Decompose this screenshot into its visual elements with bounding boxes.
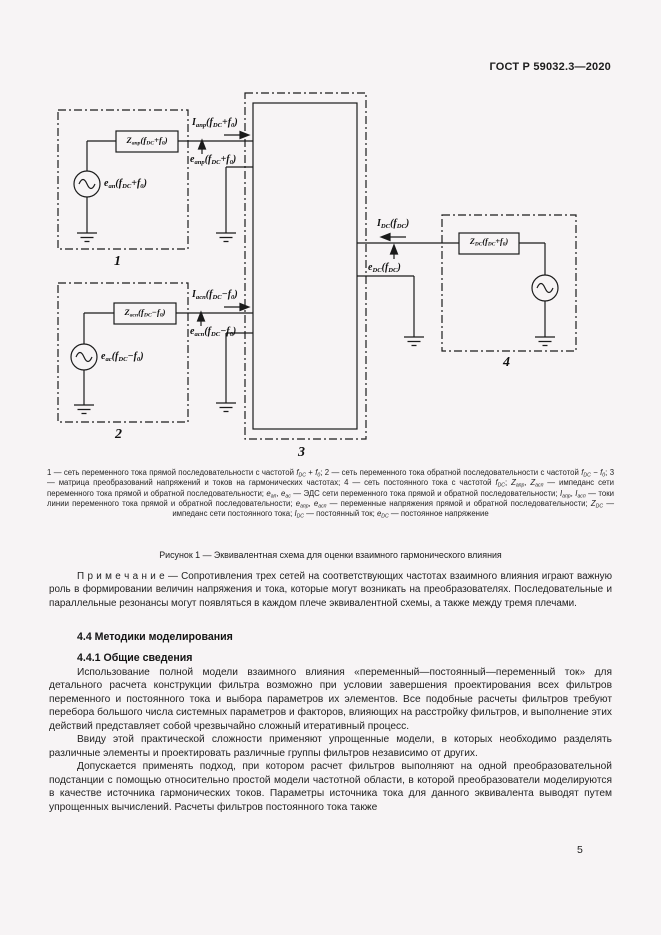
body-text (49, 666, 612, 814)
wire (226, 333, 253, 403)
current-arrow-icon (381, 234, 406, 241)
figure-legend: 1 — сеть переменного тока прямой последовательности с частотой $f_{DC} + f_0$; 2 — сеть переменного тока обратной последовательности с частотой $f_{DC} - f_0$; 3 — матрица преобразований напряжений и токов на гармонических частотах; 4 — сеть постоянного тока с частотой $f_{DC}$; $Z_{апр}$, $Z_{асп}$ — импеданс сети переменного тока прямой и обратной последовательности; $e_{ап}$, $e_{ас}$ — ЭДС сети переменного тока прямой и обратной последовательности; $I_{апр}$, $I_{асп}$ — токи линии переменного тока прямой и обратной последовательности; $e_{апр}$, $e_{асп}$ — переменные напряжения прямой и обратной последовательности; $Z_{DC}$ — импеданс сети постоянного тока; $I_{DC}$ — постоянный ток; $e_{DC}$ — постоянное напряжение (47, 468, 615, 520)
ground-icon (216, 403, 236, 412)
dc-link (357, 234, 459, 346)
voltage-arrow-icon (199, 140, 206, 154)
label-current-1: $I_{апр}(f_{DC}+f_0)$ (192, 117, 238, 129)
ground-icon (216, 233, 236, 242)
figure-1-diagram (0, 90, 661, 472)
document-number: ГОСТ Р 59032.3—2020 (489, 61, 611, 73)
ground-icon (535, 337, 555, 346)
label-impedance-1: $Z_{апр}(f_{DC}+f_0)$ (126, 135, 168, 147)
circuit-schematic (0, 90, 661, 472)
voltage-arrow-icon (198, 312, 205, 326)
label-voltage-1: $e_{апр}(f_{DC}+f_0)$ (190, 154, 237, 166)
paragraph: Допускается применять подход, при котором расчет фильтров выполняют на одной преобразовательной подстанции с помощью относительно простой модели частотной области, в которой преобразователи моделируются в качестве источника гармонических токов. Параметры источника тока для данного эквивалента выводят путем упрощенных вычислений. Расчеты фильтров постоянного тока также (49, 761, 612, 813)
ac-source-icon (74, 171, 100, 197)
ground-icon (404, 337, 424, 346)
dashed-boundary (442, 215, 576, 351)
dashed-boundary (245, 93, 366, 439)
figure-caption: Рисунок 1 — Эквивалентная схема для оценки взаимного гармонического влияния (159, 550, 502, 560)
block-number-4: 4 (503, 355, 510, 370)
ground-icon (74, 405, 94, 414)
paragraph: Ввиду этой практической сложности применяют упрощенные модели, в которых необходимо разделять различные элементы и проектировать различные группы фильтров независимо от других. (49, 734, 612, 759)
label-emf-2: $e_{ас}(f_{DC}-f_0)$ (101, 351, 144, 363)
voltage-arrow-icon (391, 245, 398, 259)
ground-icon (77, 233, 97, 242)
matrix-box (253, 103, 357, 429)
page-number: 5 (577, 844, 583, 856)
label-voltage-dc: $e_{DC}(f_{DC})$ (368, 262, 401, 274)
conversion-matrix (245, 93, 366, 439)
ac-source-icon (71, 344, 97, 370)
block-number-3: 3 (298, 445, 305, 460)
heading-4-4: 4.4 Методики моделирования (77, 631, 233, 643)
label-current-2: $I_{асп}(f_{DC}-f_0)$ (192, 289, 238, 301)
ac-network-2 (58, 283, 253, 422)
label-emf-1: $e_{ап}(f_{DC}+f_0)$ (104, 178, 147, 190)
wire (226, 167, 253, 233)
label-current-dc: $I_{DC}(f_{DC})$ (377, 218, 410, 230)
label-impedance-dc: $Z_{DC}(f_{DC}+f_0)$ (469, 237, 509, 248)
paragraph: Использование полной модели взаимного влияния «переменный—постоянный—переменный ток» для детального расчета конструкции фильтра возможно при условии завершения проектирования всех фильтров переменного и постоянного тока и выбора параметров их элементов. Все подобные расчеты фильтров требуют перебора большого числа системных параметров и факторов, влияющих на расстройку фильтров, и выполнение этих действий представляет собой чрезвычайно сложный итеративный процесс. (49, 667, 612, 732)
ac-source-icon (532, 275, 558, 301)
block-number-2: 2 (115, 427, 122, 442)
label-voltage-2: $e_{асп}(f_{DC}-f_0)$ (190, 326, 237, 338)
dc-network-4 (442, 215, 576, 351)
label-impedance-2: $Z_{асп}(f_{DC}-f_0)$ (124, 307, 166, 319)
heading-4-4-1: 4.4.1 Общие сведения (77, 652, 193, 664)
ac-network-1 (58, 110, 253, 249)
block-number-1: 1 (114, 254, 121, 269)
note-paragraph: П р и м е ч а н и е — Сопротивления трех сетей на соответствующих частотах взаимного влияния играют важную роль в формировании величин напряжения и тока, которые могут возникать на преобразователях. Последовательные и параллельные резонансы могут появляться в каждом плече эквивалентной схемы, а также между тремя плечами. (49, 571, 612, 609)
